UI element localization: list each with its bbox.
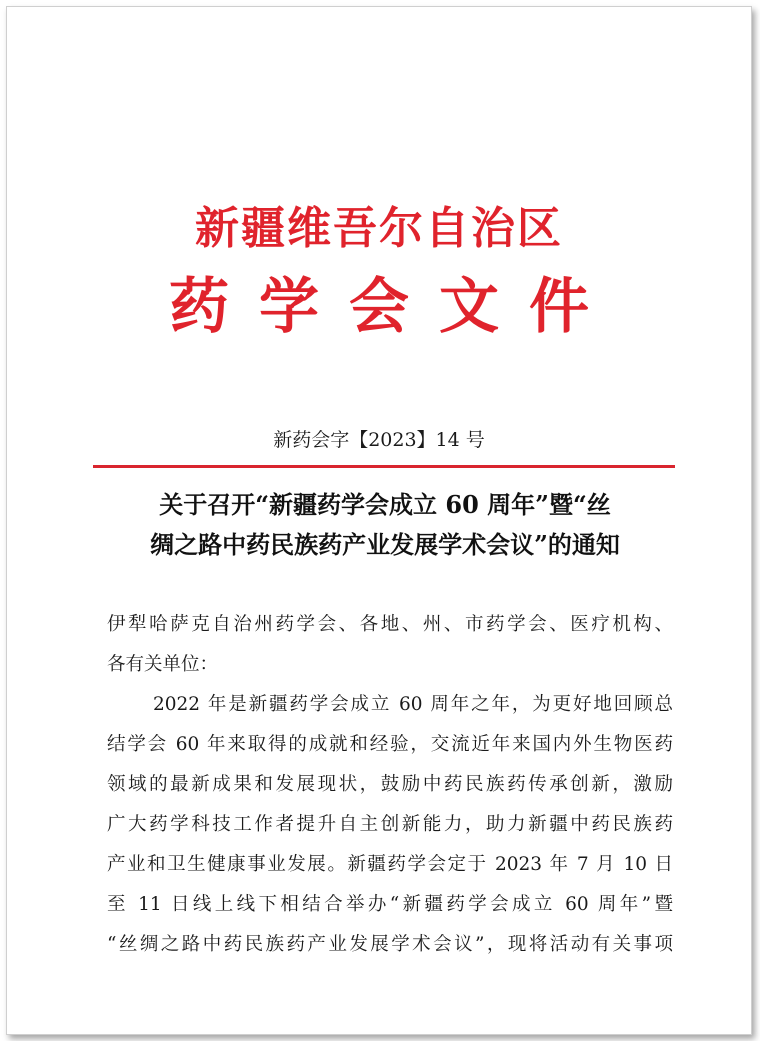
paragraph-line: 领域的最新成果和发展现状，鼓励中药民族药传承创新，激励 — [107, 774, 673, 795]
paragraph-line: 广大药学科技工作者提升自主创新能力，助力新疆中药民族药 — [107, 814, 673, 835]
paragraph-line: 2022 年是新疆药学会成立 60 周年之年，为更好地回顾总 — [153, 694, 673, 715]
paragraph-line: 结学会 60 年来取得的成就和经验，交流近年来国内外生物医药 — [107, 734, 673, 755]
issuing-org-name: 新疆维吾尔自治区 — [195, 203, 563, 254]
paragraph-line: 产业和卫生健康事业发展。新疆药学会定于 2023 年 7 月 10 日 — [107, 854, 673, 875]
document-type-heading: 药学会文件 — [169, 272, 619, 342]
notice-body — [107, 605, 673, 965]
notice-title-line-1: 关于召开“新疆药学会成立 60 周年”暨“丝 — [159, 490, 611, 519]
recipients-line-2: 各有关单位： — [107, 654, 219, 675]
document-page — [6, 6, 752, 1035]
notice-title-line-2: 绸之路中药民族药产业发展学术会议”的通知 — [150, 530, 620, 559]
red-divider-line — [93, 465, 675, 468]
recipients-line-1: 伊犁哈萨克自治州药学会、各地、州、市药学会、医疗机构、 — [107, 614, 673, 635]
notice-title — [99, 485, 671, 565]
document-number: 新药会字【2023】14 号 — [273, 429, 485, 451]
paragraph-line: “丝绸之路中药民族药产业发展学术会议”，现将活动有关事项 — [107, 934, 673, 955]
paragraph-line: 至 11 日线上线下相结合举办“新疆药学会成立 60 周年”暨 — [107, 894, 673, 915]
